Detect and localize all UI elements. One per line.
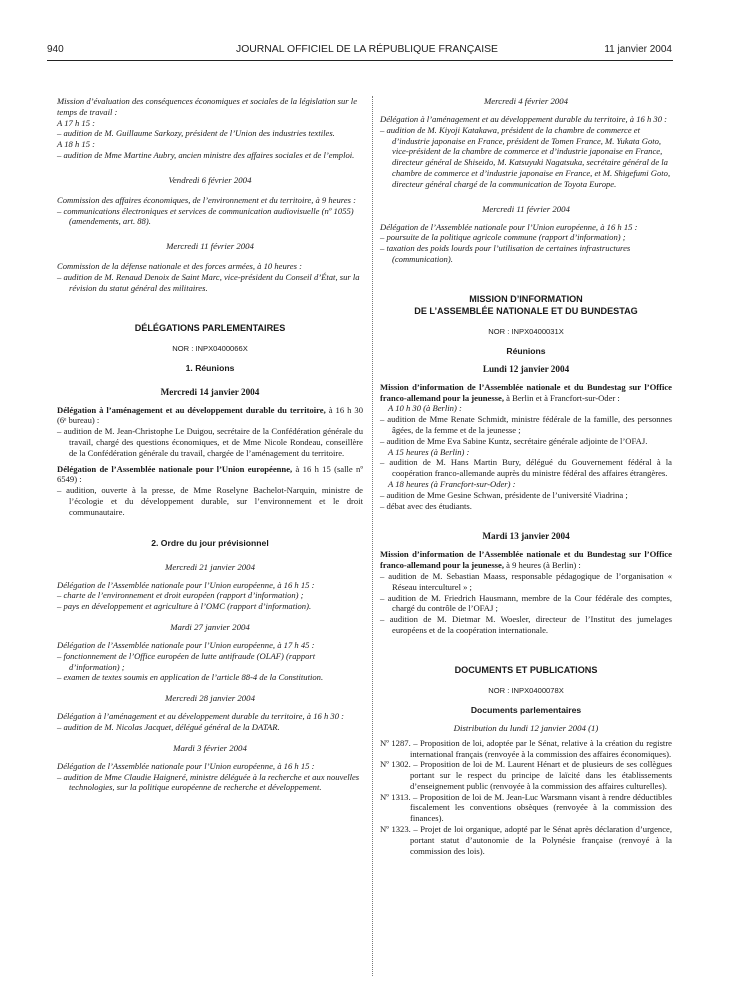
date-heading: Mercredi 4 février 2004	[483, 96, 569, 106]
date-heading: Mardi 3 février 2004	[173, 742, 247, 753]
agenda-item: – audition de M. Kiyoji Katakawa, président de la chambre de commerce et d’industrie japonaise en France, président de Tomen France, M. Yukata Goto, vice-président de la chambre de commerce et d’industrie japonaise en France, directeur général de Shiseido, M. Katsuyuki Nagatsuka, secrétaire général de la chambre de commerce et d’industrie japonaise en France, et M. Shigefumi Goto, directeur général chargé de la communication de Toyota Europe.	[380, 124, 671, 189]
meeting-heading: Délégation à l’aménagement et au développement durable du territoire, à 16 h 30 :	[380, 114, 668, 124]
agenda-item: – audition de M. Renaud Denoix de Saint Marc, vice-président du Conseil d’État, sur la révision du statut général des militaires.	[57, 271, 360, 293]
meeting-heading: Délégation de l’Assemblée nationale pour l’Union européenne, à 16 h 15 :	[57, 760, 315, 771]
date-heading: Mercredi 14 janvier 2004	[160, 386, 260, 397]
agenda-item: – audition, ouverte à la presse, de Mme Roselyne Bachelot-Narquin, ministre de l’écologie et du développement durable, sur l’environnement et le droit communautaire.	[57, 485, 363, 517]
page-number: 940	[47, 44, 64, 55]
document-entry: Nº 1302. – Proposition de loi de M. Laurent Hénart et de plusieurs de ses collègues portant sur le respect du principe de laïcité dans les établissements d’enseignement public (renvoyée à la commission des affaires culturelles).	[380, 759, 672, 791]
nor-reference: NOR : INPX0400031X	[488, 326, 564, 336]
subsection-title: 2. Ordre du jour prévisionnel	[151, 537, 269, 548]
subsection-title: Réunions	[506, 345, 546, 356]
document-entry: Nº 1287. – Proposition de loi, adoptée par le Sénat, relative à la création du registre international français (renvoyée à la commission des affaires économiques).	[380, 737, 672, 759]
journal-title: JOURNAL OFFICIEL DE LA RÉPUBLIQUE FRANÇAISE	[236, 44, 498, 55]
meeting-title: Délégation à l’aménagement et au développement durable du territoire,	[57, 404, 326, 415]
agenda-item: – examen de textes soumis en application de l’article 88-4 de la Constitution.	[57, 672, 324, 683]
agenda-item: – audition de M. Sebastian Maass, responsable pédagogique de l’organisation « Réseau interculturel » ;	[380, 570, 672, 592]
agenda-item: – communications électroniques et services de communication audiovisuelle (nº 1055) (amendements, art. 88).	[57, 205, 354, 227]
agenda-item: – fonctionnement de l’Office européen de lutte antifraude (OLAF) (rapport d’information) ;	[57, 650, 316, 672]
header-rule	[47, 60, 673, 61]
section-title: DE L’ASSEMBLÉE NATIONALE ET DU BUNDESTAG	[414, 305, 638, 316]
agenda-item: – débat avec des étudiants.	[380, 500, 472, 511]
agenda-item: – audition de Mme Renate Schmidt, ministre fédérale de la famille, des personnes âgées, de la femme et de la jeunesse ;	[380, 414, 672, 435]
meeting-heading: Commission de la défense nationale et des forces armées, à 10 heures :	[57, 261, 302, 272]
meeting-when: à 16 h 30 (6ᵉ bureau) :	[57, 404, 363, 426]
agenda-item: – audition de Mme Gesine Schwan, présidente de l’université Viadrina ;	[380, 489, 628, 500]
time-slot: A 18 heures (à Francfort-sur-Oder) :	[388, 478, 516, 489]
agenda-item: – audition de M. Dietmar M. Woesler, directeur de l’Institut des jumelages européens et de la coopération internationale.	[380, 614, 672, 635]
document-entry: Nº 1313. – Proposition de loi de M. Jean-Luc Warsmann visant à rendre déductibles fiscalement les conventions obsèques (renvoyée à la commission des finances).	[380, 791, 672, 824]
meeting-heading: Commission des affaires économiques, de l’environnement et du territoire, à 9 heures :	[57, 194, 356, 205]
date-heading: Vendredi 6 février 2004	[168, 174, 252, 185]
time-slot: A 15 heures (à Berlin) :	[388, 446, 470, 457]
intro-item: – audition de M. Guillaume Sarkozy, président de l’Union des industries textiles.	[57, 128, 335, 139]
meeting-heading: Délégation de l’Assemblée nationale pour l’Union européenne, à 16 h 15 :	[57, 579, 315, 590]
date-heading: Mardi 27 janvier 2004	[170, 621, 250, 632]
date-heading: Lundi 12 janvier 2004	[482, 363, 570, 374]
intro-time: A 18 h 15 :	[57, 139, 96, 150]
agenda-item: – audition de M. Nicolas Jacquet, délégué général de la DATAR.	[57, 721, 280, 732]
right-column	[380, 96, 672, 856]
agenda-item: – poursuite de la politique agricole commune (rapport d’information) ;	[380, 232, 626, 243]
time-slot: A 10 h 30 (à Berlin) :	[388, 403, 462, 414]
nor-reference: NOR : INPX0400066X	[172, 343, 248, 353]
meeting-title: Mission d’information de l’Assemblée nationale et du Bundestag sur l’Office franco-allemand pour la jeunesse,	[380, 381, 672, 403]
agenda-item: – audition de Mme Eva Sabine Kuntz, secrétaire générale adjointe de l’OFAJ.	[380, 435, 648, 446]
meeting-heading: Délégation à l’aménagement et au développement durable du territoire, à 16 h 30 :	[57, 711, 345, 722]
section-title: DÉLÉGATIONS PARLEMENTAIRES	[134, 322, 286, 333]
meeting-title: Délégation de l’Assemblée nationale pour l’Union européenne,	[57, 463, 293, 474]
document-entry: Nº 1323. – Projet de loi organique, adopté par le Sénat après déclaration d’urgence, portant statut d’autonomie de la Polynésie française (renvoyé à la commission des lois).	[380, 824, 672, 856]
distribution-heading: Distribution du lundi 12 janvier 2004 (1)	[453, 722, 599, 733]
issue-date: 11 janvier 2004	[604, 44, 672, 55]
left-column	[57, 96, 363, 793]
date-heading: Mercredi 11 février 2004	[166, 241, 254, 252]
section-title: MISSION D’INFORMATION	[469, 293, 583, 304]
agenda-item: – pays en développement et agriculture à l’OMC (rapport d’information).	[57, 601, 312, 612]
agenda-item: – audition de M. Jean-Christophe Le Duigou, secrétaire de la Confédération générale du travail, chargé des questions économiques, et de Mme Nicole Rondeau, conseillère de la Confédération générale du travail, chargée de l’aménagement du territoire.	[57, 426, 363, 458]
meeting-title: Mission d’information de l’Assemblée nationale et du Bundestag sur l’Office franco-allemand pour la jeunesse,	[380, 549, 672, 571]
date-heading: Mardi 13 janvier 2004	[482, 531, 570, 542]
agenda-item: – audition de Mme Claudie Haigneré, ministre déléguée à la recherche et aux nouvelles technologies, sur la politique européenne de recherche et développement.	[57, 771, 360, 793]
nor-reference: NOR : INPX0400078X	[488, 685, 564, 695]
meeting-when: à 9 heures (à Berlin) :	[503, 560, 581, 571]
date-heading: Mercredi 28 janvier 2004	[165, 693, 255, 704]
intro-time: A 17 h 15 :	[57, 117, 96, 128]
section-title: DOCUMENTS ET PUBLICATIONS	[454, 664, 598, 675]
intro-item: – audition de Mme Martine Aubry, ancien ministre des affaires sociales et de l’emploi.	[57, 149, 355, 160]
subsection-title: Documents parlementaires	[470, 704, 582, 715]
intro-heading: Mission d’évaluation des conséquences économiques et sociales de la législation sur le temps de travail :	[57, 96, 358, 117]
agenda-item: – audition de M. Hans Martin Bury, délégué du Gouvernement fédéral à la coopération franco-allemande auprès du ministre fédéral des affaires étrangères.	[380, 457, 672, 479]
meeting-when: à 16 h 15 (salle nº 6549) :	[57, 463, 363, 485]
subsection-title: 1. Réunions	[185, 362, 235, 373]
agenda-item: – audition de M. Friedrich Hausmann, membre de la Cour fédérale des comptes, chargé du contrôle de l’OFAJ ;	[380, 592, 672, 614]
meeting-heading: Délégation de l’Assemblée nationale pour l’Union européenne, à 16 h 15 :	[380, 221, 638, 232]
column-divider	[372, 96, 373, 976]
meeting-heading: Délégation de l’Assemblée nationale pour l’Union européenne, à 17 h 45 :	[57, 639, 315, 650]
agenda-item: – charte de l’environnement et droit européen (rapport d’information) ;	[57, 590, 304, 601]
date-heading: Mercredi 21 janvier 2004	[165, 561, 255, 572]
agenda-item: – taxation des poids lourds pour l’utilisation de certaines infrastructures (communication).	[380, 243, 631, 264]
date-heading: Mercredi 11 février 2004	[482, 203, 570, 214]
meeting-when: à Berlin et à Francfort-sur-Oder :	[503, 392, 620, 403]
